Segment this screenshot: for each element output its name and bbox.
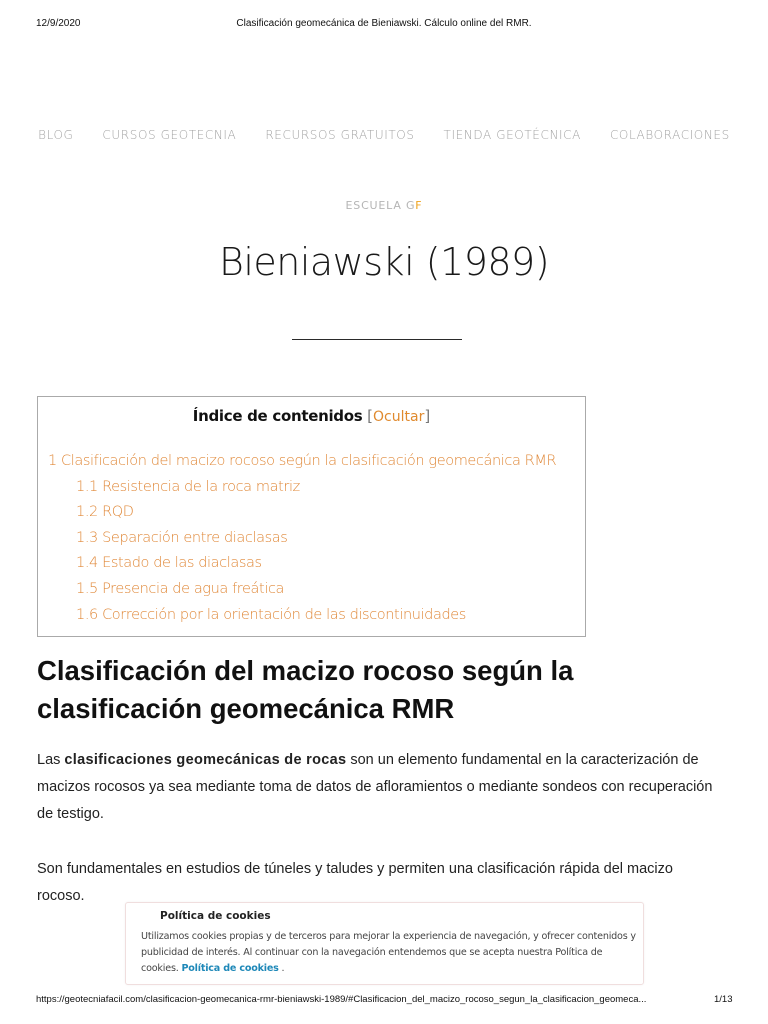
toc-link-separacion[interactable]: 1.3 Separación entre diaclasas	[76, 529, 288, 546]
nav-item-cursos-geotecnia[interactable]: CURSOS GEOTECNIA	[102, 128, 237, 142]
cookie-notice-trailing: .	[278, 963, 285, 974]
nav-item-tienda-geotecnica[interactable]: TIENDA GEOTÉCNICA	[443, 128, 581, 142]
section-heading-line-2: clasificación geomecánica RMR	[37, 693, 455, 724]
print-date: 12/9/2020	[36, 18, 81, 29]
toc-item	[48, 449, 581, 475]
cookie-notice	[125, 902, 644, 985]
cookie-notice-title: Política de cookies	[160, 910, 271, 922]
toc-link-correccion[interactable]: 1.6 Corrección por la orientación de las discontinuidades	[76, 606, 466, 623]
toc-item	[48, 475, 581, 501]
print-url: https://geotecniafacil.com/clasificacion-geomecanica-rmr-bieniawski-1989/#Clasificacion_del_macizo_rocoso_segun_la_clasificacion_geomeca...	[36, 994, 647, 1005]
toc-bracket-open: [	[367, 407, 374, 425]
p1-prefix: Las	[37, 752, 65, 768]
main-navigation	[0, 128, 768, 142]
site-logo[interactable]	[0, 199, 768, 212]
section-heading-line-1: Clasificación del macizo rocoso según la	[37, 655, 574, 686]
toc-link-agua[interactable]: 1.5 Presencia de agua freática	[76, 580, 285, 597]
toc-title: Índice de contenidos	[192, 407, 363, 425]
title-divider	[292, 339, 462, 340]
toc-link-estado[interactable]: 1.4 Estado de las diaclasas	[76, 555, 262, 572]
toc-hide-toggle[interactable]: Ocultar	[373, 409, 425, 425]
toc-item	[48, 603, 581, 629]
cookie-policy-link[interactable]: Política de cookies	[181, 963, 279, 974]
p1-bold-term: clasificaciones geomecánicas de rocas	[64, 752, 347, 768]
print-document-title: Clasificación geomecánica de Bieniawski. Cálculo online del RMR.	[236, 18, 532, 29]
toc-link-rqd[interactable]: 1.2 RQD	[76, 504, 134, 521]
toc-item	[48, 577, 581, 603]
logo-text: ESCUELA G	[345, 199, 416, 212]
intro-paragraph	[37, 747, 717, 828]
toc-item	[48, 551, 581, 577]
print-header	[0, 18, 768, 32]
toc-header	[38, 407, 585, 425]
table-of-contents	[37, 396, 586, 637]
page-title: Bieniawski (1989)	[218, 240, 550, 284]
toc-item	[48, 500, 581, 526]
print-page-number: 1/13	[714, 994, 733, 1005]
toc-list	[48, 449, 581, 628]
cookie-notice-text: Utilizamos cookies propias y de terceros para mejorar la experiencia de navegación, y ofrecer contenidos y publicidad de interés. Al continuar con la navegación entendemos que se acepta nuestra Política de cookies.	[141, 931, 636, 974]
nav-item-recursos-gratuitos[interactable]: RECURSOS GRATUITOS	[265, 128, 415, 142]
second-paragraph: Son fundamentales en estudios de túneles y taludes y permiten una clasificación rápida del macizo rocoso.	[37, 861, 673, 904]
toc-link-clasificacion[interactable]: 1 Clasificación del macizo rocoso según la clasificación geomecánica RMR	[48, 453, 557, 469]
section-heading	[37, 652, 697, 728]
nav-item-colaboraciones[interactable]: COLABORACIONES	[609, 128, 730, 142]
cookie-notice-body	[141, 929, 636, 977]
nav-item-blog[interactable]: BLOG	[38, 128, 74, 142]
print-footer	[0, 994, 768, 1008]
toc-bracket-close: ]	[424, 407, 431, 425]
toc-item	[48, 526, 581, 552]
toc-link-resistencia[interactable]: 1.1 Resistencia de la roca matriz	[76, 478, 300, 495]
p1-suffix: son un elemento fundamental en la caracterización de macizos rocosos ya sea mediante toma de datos de afloramientos o mediante sondeos con recuperación de testigo.	[37, 752, 713, 822]
logo-accent-letter: F	[415, 199, 423, 212]
